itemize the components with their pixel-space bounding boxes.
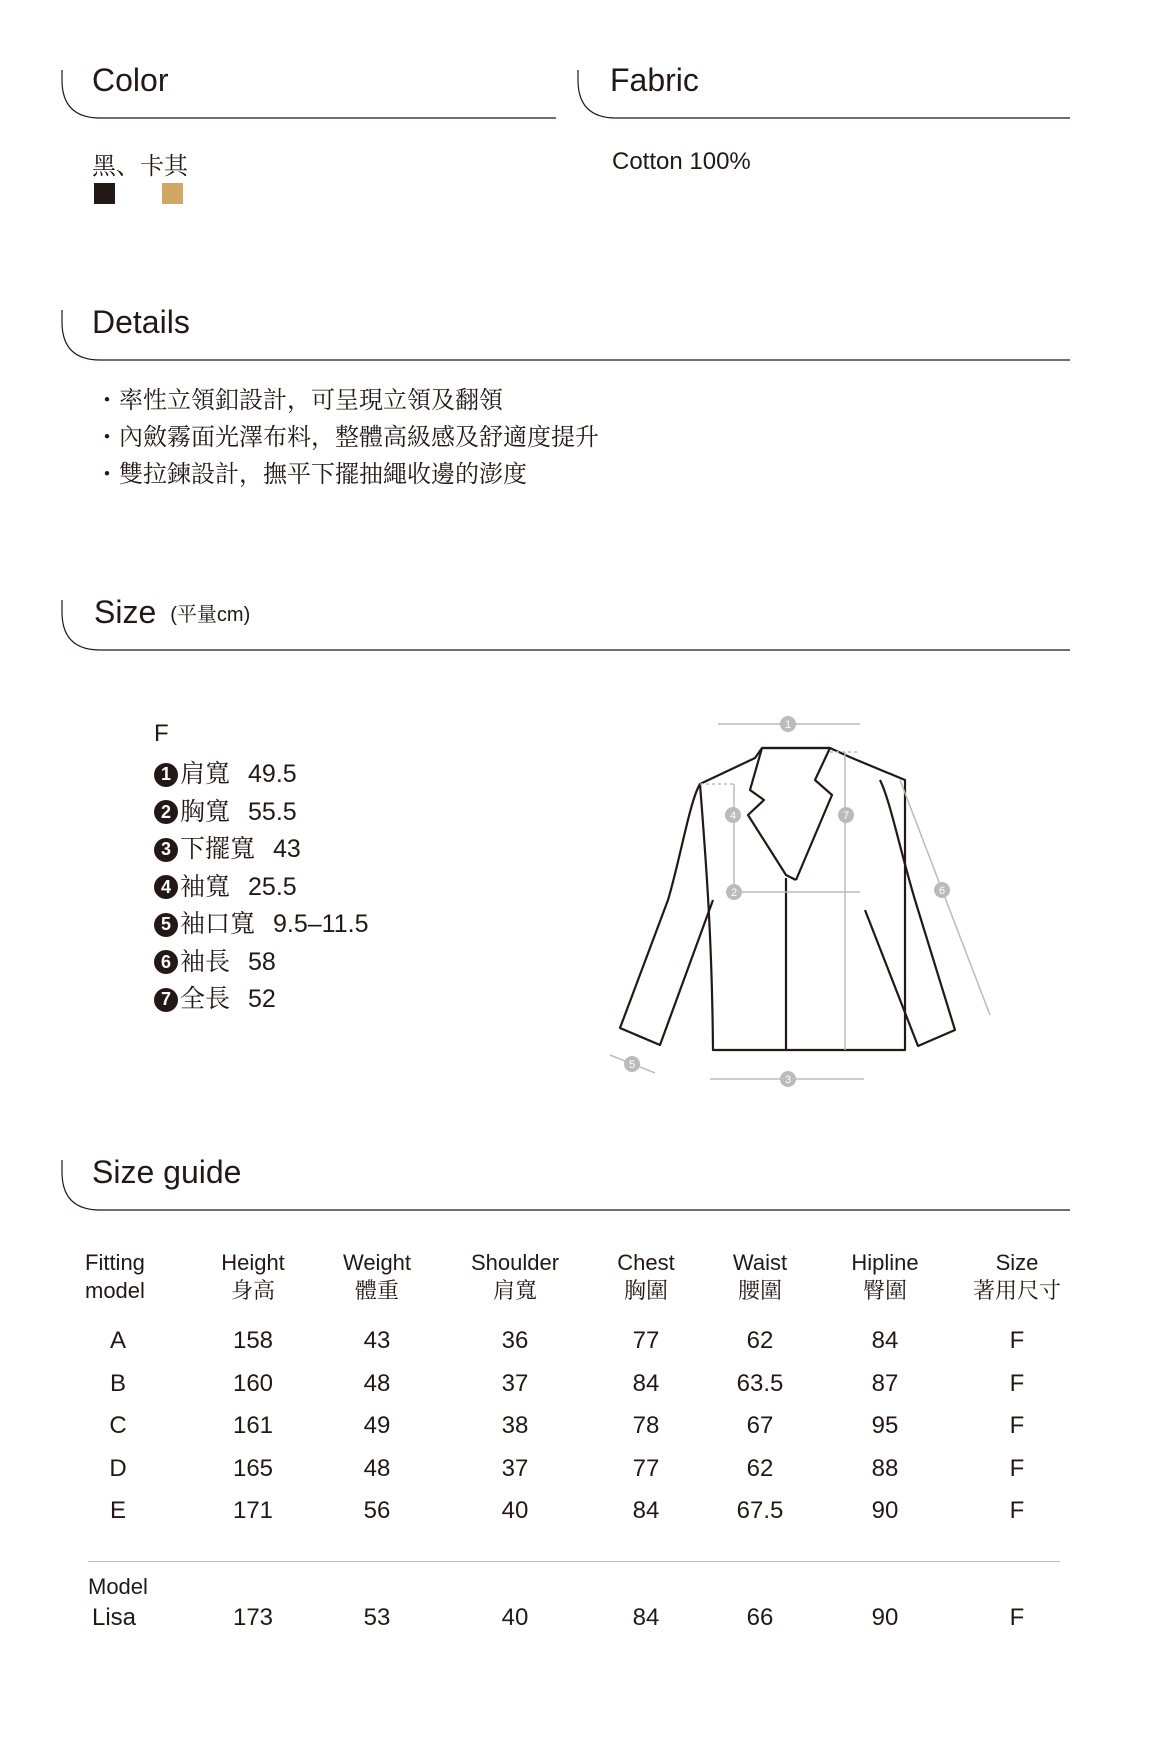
measurement-value: 49.5 — [248, 760, 297, 788]
model-row-cell: Lisa — [92, 1604, 137, 1631]
measurement-row — [154, 869, 368, 907]
measurement-value: 58 — [248, 947, 276, 976]
table-cell: C — [109, 1412, 127, 1439]
table-cell: 49 — [363, 1412, 391, 1439]
table-cell: 84 — [871, 1327, 899, 1354]
column-header-en: Chest — [617, 1250, 675, 1275]
table-cell: 84 — [632, 1497, 660, 1524]
model-divider — [88, 1561, 1060, 1562]
model-row-cell: 53 — [363, 1604, 391, 1631]
column-header-en: Size — [995, 1250, 1039, 1275]
column-header-en: Shoulder — [470, 1250, 560, 1275]
measurement-value: 43 — [273, 835, 301, 863]
measurement-number: 6 — [154, 950, 178, 974]
marker-1-label: 1 — [784, 719, 792, 731]
measurement-list — [154, 756, 368, 1019]
marker-6-label: 6 — [938, 885, 946, 897]
model-row-cell: 173 — [232, 1604, 274, 1631]
column-header-en: Weight — [342, 1250, 412, 1275]
table-cell: 56 — [363, 1497, 391, 1524]
fabric-value: Cotton 100% — [612, 148, 751, 175]
table-cell: 67 — [746, 1412, 774, 1439]
marker-7-label: 7 — [842, 810, 850, 822]
measurement-label: 袖口寬 — [180, 910, 256, 938]
details-header-rule — [62, 310, 1070, 360]
table-cell: 87 — [871, 1370, 899, 1397]
table-cell: 88 — [871, 1455, 899, 1482]
details-item: ・雙拉鍊設計，撫平下擺抽繩收邊的澎度 — [95, 461, 527, 488]
column-header-zh: 臀圍 — [862, 1278, 907, 1303]
measurement-row — [154, 981, 368, 1019]
table-cell: 38 — [501, 1412, 529, 1439]
table-cell: 37 — [501, 1455, 529, 1482]
measurement-row — [154, 794, 368, 832]
column-header-zh: 身高 — [230, 1278, 275, 1303]
column-header-zh: 腰圍 — [737, 1278, 782, 1303]
model-row-cell: F — [1009, 1604, 1025, 1631]
table-cell: 161 — [232, 1412, 274, 1439]
model-row-cell: 40 — [501, 1604, 529, 1631]
table-cell: F — [1009, 1412, 1025, 1439]
color-swatch-khaki — [162, 183, 183, 204]
table-cell: 62 — [746, 1327, 774, 1354]
table-cell: 48 — [363, 1455, 391, 1482]
model-row-cell: 84 — [632, 1604, 660, 1631]
measurement-row — [154, 944, 368, 982]
table-cell: D — [109, 1455, 127, 1482]
table-cell: 84 — [632, 1370, 660, 1397]
measurement-number: 3 — [154, 838, 178, 862]
measurement-row — [154, 831, 368, 869]
table-cell: F — [1009, 1370, 1025, 1397]
marker-2-label: 2 — [730, 887, 738, 899]
table-cell: 90 — [871, 1497, 899, 1524]
measurement-label: 全長 — [180, 985, 231, 1013]
column-header-zh: 肩寬 — [492, 1278, 537, 1303]
column-header-zh: 胸圍 — [623, 1278, 668, 1303]
table-cell: 37 — [501, 1370, 529, 1397]
table-cell: E — [109, 1497, 126, 1524]
table-cell: 36 — [501, 1327, 529, 1354]
table-cell: 77 — [632, 1455, 660, 1482]
table-cell: 67.5 — [736, 1497, 784, 1524]
jacket-diagram — [600, 700, 1020, 1100]
color-heading: Color — [92, 62, 169, 98]
details-heading: Details — [92, 304, 190, 340]
details-item: ・內斂霧面光澤布料，整體高級感及舒適度提升 — [95, 424, 599, 451]
measurement-row — [154, 906, 368, 944]
measurement-number: 4 — [154, 875, 178, 899]
column-header-zh: 著用尺寸 — [972, 1278, 1061, 1303]
column-header-en: Hipline — [851, 1250, 919, 1275]
marker-5-label: 5 — [628, 1059, 636, 1071]
column-header-zh: 體重 — [354, 1278, 399, 1303]
column-header-en: Waist — [732, 1250, 788, 1275]
table-cell: 78 — [632, 1412, 660, 1439]
measurement-label: 袖長 — [180, 947, 231, 976]
table-cell: 62 — [746, 1455, 774, 1482]
measurement-label: 肩寬 — [180, 760, 231, 788]
table-cell: 171 — [232, 1497, 274, 1524]
table-cell: A — [109, 1327, 126, 1354]
measurement-value: 25.5 — [248, 872, 297, 901]
table-cell: 165 — [232, 1455, 274, 1482]
color-value: 黑、卡其 — [92, 153, 188, 180]
table-cell: B — [109, 1370, 126, 1397]
model-row-cell: 66 — [746, 1604, 774, 1631]
table-cell: 158 — [232, 1327, 274, 1354]
measurement-number: 1 — [154, 763, 178, 787]
model-row-cell: 90 — [871, 1604, 899, 1631]
measurement-number: 2 — [154, 800, 178, 824]
column-header-zh: model — [85, 1278, 145, 1303]
details-item: ・率性立領釦設計，可呈現立領及翻領 — [95, 387, 503, 414]
table-cell: 63.5 — [736, 1370, 784, 1397]
table-cell: F — [1009, 1455, 1025, 1482]
measurement-label: 胸寬 — [180, 797, 231, 826]
size-unit-note: (平量cm) — [170, 604, 251, 626]
measurement-value: 52 — [248, 985, 276, 1013]
column-header-en: Height — [221, 1250, 285, 1275]
measurement-value: 9.5–11.5 — [273, 910, 369, 938]
table-cell: 95 — [871, 1412, 899, 1439]
table-cell: 160 — [232, 1370, 274, 1397]
details-list — [95, 382, 599, 493]
marker-3-label: 3 — [784, 1074, 792, 1086]
table-cell: 77 — [632, 1327, 660, 1354]
measurement-number: 7 — [154, 988, 178, 1012]
table-cell: 43 — [363, 1327, 391, 1354]
size-label: F — [154, 720, 169, 747]
size-guide-heading: Size guide — [92, 1154, 242, 1190]
table-cell: 48 — [363, 1370, 391, 1397]
color-swatch-black — [94, 183, 115, 204]
size-heading — [94, 594, 250, 631]
measurement-value: 55.5 — [248, 797, 297, 826]
column-header-en: Fitting — [85, 1250, 145, 1275]
measurement-label: 袖寬 — [180, 872, 231, 901]
measurement-label: 下擺寬 — [180, 835, 256, 863]
fabric-heading: Fabric — [610, 62, 699, 98]
table-cell: F — [1009, 1497, 1025, 1524]
table-cell: F — [1009, 1327, 1025, 1354]
size-title: Size — [94, 594, 157, 630]
table-cell: 40 — [501, 1497, 529, 1524]
measurement-number: 5 — [154, 913, 178, 937]
model-label: Model — [88, 1574, 148, 1599]
measurement-row — [154, 756, 368, 794]
marker-4-label: 4 — [729, 810, 737, 822]
